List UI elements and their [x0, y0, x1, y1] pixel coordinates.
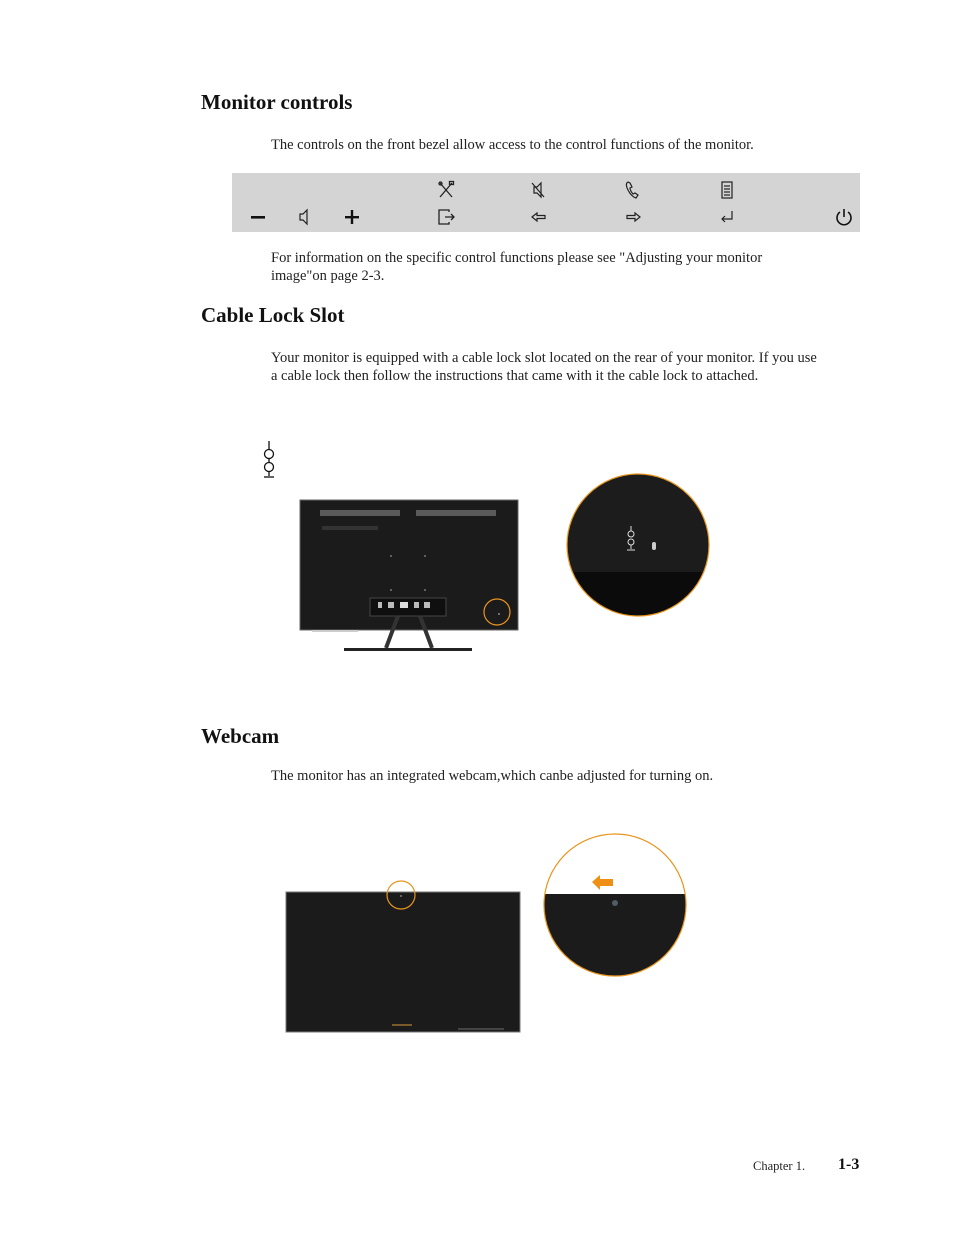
- tools-icon[interactable]: [435, 179, 457, 201]
- lock-symbol-icon: [261, 440, 277, 482]
- enter-icon[interactable]: [716, 206, 738, 228]
- lock-slot-zoom-image: [565, 472, 711, 618]
- section-title-webcam: Webcam: [201, 724, 280, 748]
- webcam-line: The monitor has an integrated webcam,which canbe adjusted for turning on.: [271, 768, 714, 784]
- monitor-controls-intro: [271, 136, 861, 154]
- section-title-cable-lock: Cable Lock Slot: [201, 303, 345, 327]
- info-line-1: For information on the specific control functions please see "Adjusting your monitor: [271, 250, 763, 266]
- footer-page-number: 1-3: [838, 1156, 860, 1173]
- webcam-text: [271, 767, 861, 785]
- mute-icon[interactable]: [528, 179, 550, 201]
- monitor-rear-image: [296, 498, 522, 656]
- footer-chapter: Chapter 1.: [753, 1159, 806, 1173]
- power-icon[interactable]: [833, 206, 855, 228]
- webcam-zoom-image: [542, 832, 688, 978]
- info-line-2: image"on page 2-3.: [271, 268, 385, 284]
- bezel-control-strip: [232, 173, 860, 232]
- cable-lock-line-1: Your monitor is equipped with a cable lock slot located on the rear of your monitor. If you use: [271, 350, 817, 366]
- phone-icon[interactable]: [622, 179, 644, 201]
- speaker-icon[interactable]: [294, 206, 316, 228]
- menu-icon[interactable]: [716, 179, 738, 201]
- plus-icon[interactable]: [341, 206, 363, 228]
- cable-lock-text: [271, 349, 861, 385]
- right-arrow-icon[interactable]: [622, 206, 644, 228]
- monitor-front-image: [284, 878, 522, 1036]
- intro-text: The controls on the front bezel allow access to the control functions of the monitor.: [271, 137, 754, 153]
- section-title-monitor-controls: Monitor controls: [201, 90, 353, 114]
- minus-icon[interactable]: [247, 206, 269, 228]
- input-icon[interactable]: [435, 206, 457, 228]
- cable-lock-line-2: a cable lock then follow the instructions that came with it the cable lock to attached.: [271, 368, 759, 384]
- left-arrow-icon[interactable]: [528, 206, 550, 228]
- monitor-controls-info: [271, 249, 861, 285]
